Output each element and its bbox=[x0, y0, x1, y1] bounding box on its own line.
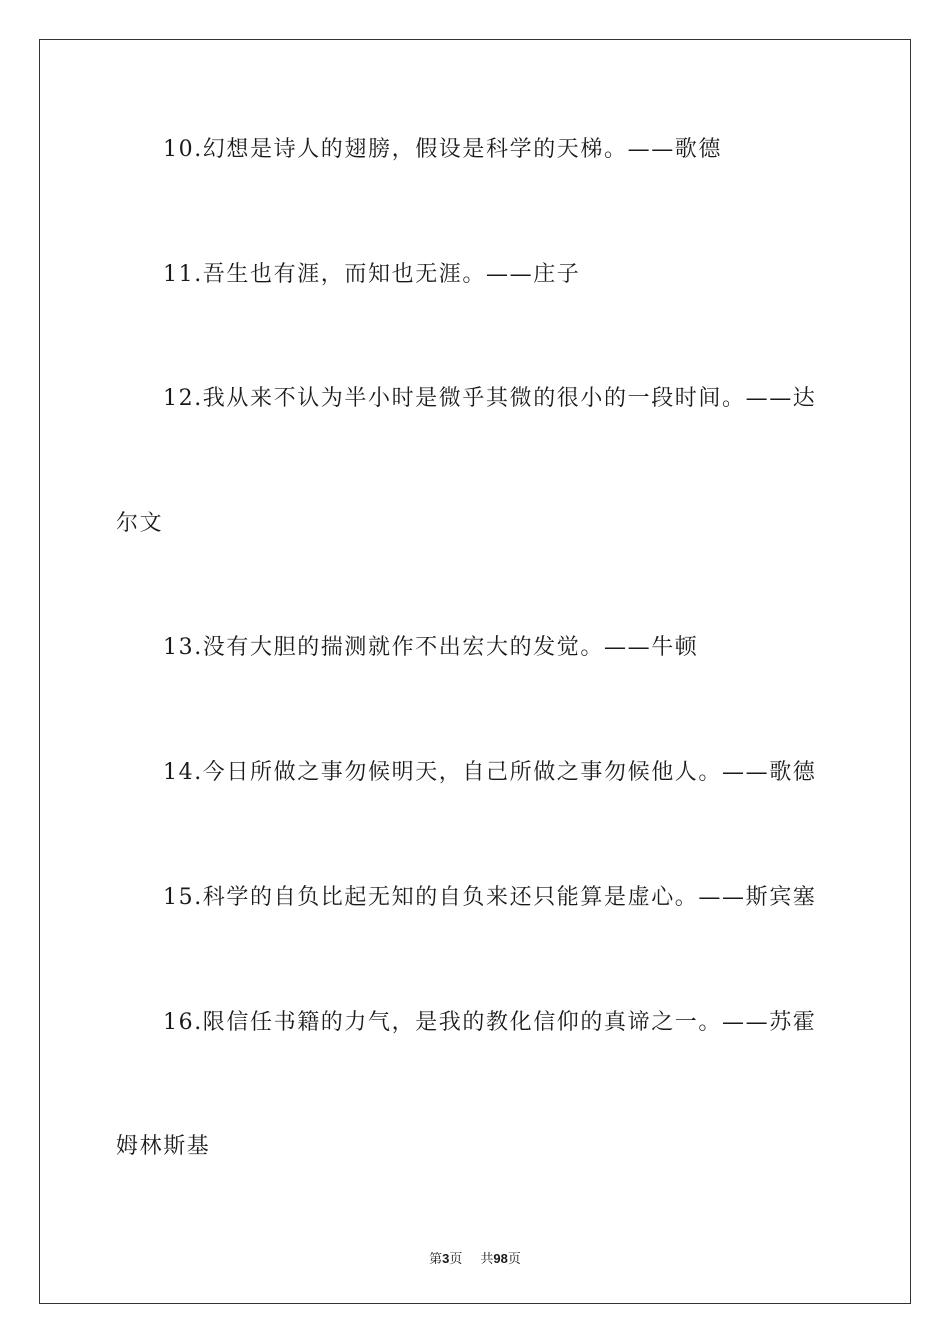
quote-line-12: 12.我从来不认为半小时是微乎其微的很小的一段时间。——达 bbox=[163, 386, 817, 411]
footer-total-suffix: 页 bbox=[507, 1252, 521, 1267]
footer-total-prefix: 共 bbox=[480, 1252, 494, 1267]
quote-line-11: 11.吾生也有涯，而知也无涯。——庄子 bbox=[163, 262, 581, 287]
footer-page-prefix: 第 bbox=[429, 1252, 443, 1267]
page-frame bbox=[39, 39, 911, 1304]
quote-line-16-continued: 姆林斯基 bbox=[116, 1134, 211, 1159]
page-footer bbox=[0, 1248, 950, 1267]
quote-line-10: 10.幻想是诗人的翅膀，假设是科学的天梯。——歌德 bbox=[163, 137, 722, 162]
quote-line-14: 14.今日所做之事勿候明天，自己所做之事勿候他人。——歌德 bbox=[163, 760, 817, 785]
footer-page-suffix: 页 bbox=[449, 1252, 463, 1267]
quote-line-15: 15.科学的自负比起无知的自负来还只能算是虚心。——斯宾塞 bbox=[163, 885, 817, 910]
footer-total-pages: 98 bbox=[493, 1251, 508, 1266]
quote-line-16: 16.限信任书籍的力气，是我的教化信仰的真谛之一。——苏霍 bbox=[163, 1010, 817, 1035]
quote-line-12-continued: 尔文 bbox=[116, 511, 164, 536]
footer-page-number: 3 bbox=[442, 1251, 450, 1266]
quote-line-13: 13.没有大胆的揣测就作不出宏大的发觉。——牛顿 bbox=[163, 635, 699, 660]
